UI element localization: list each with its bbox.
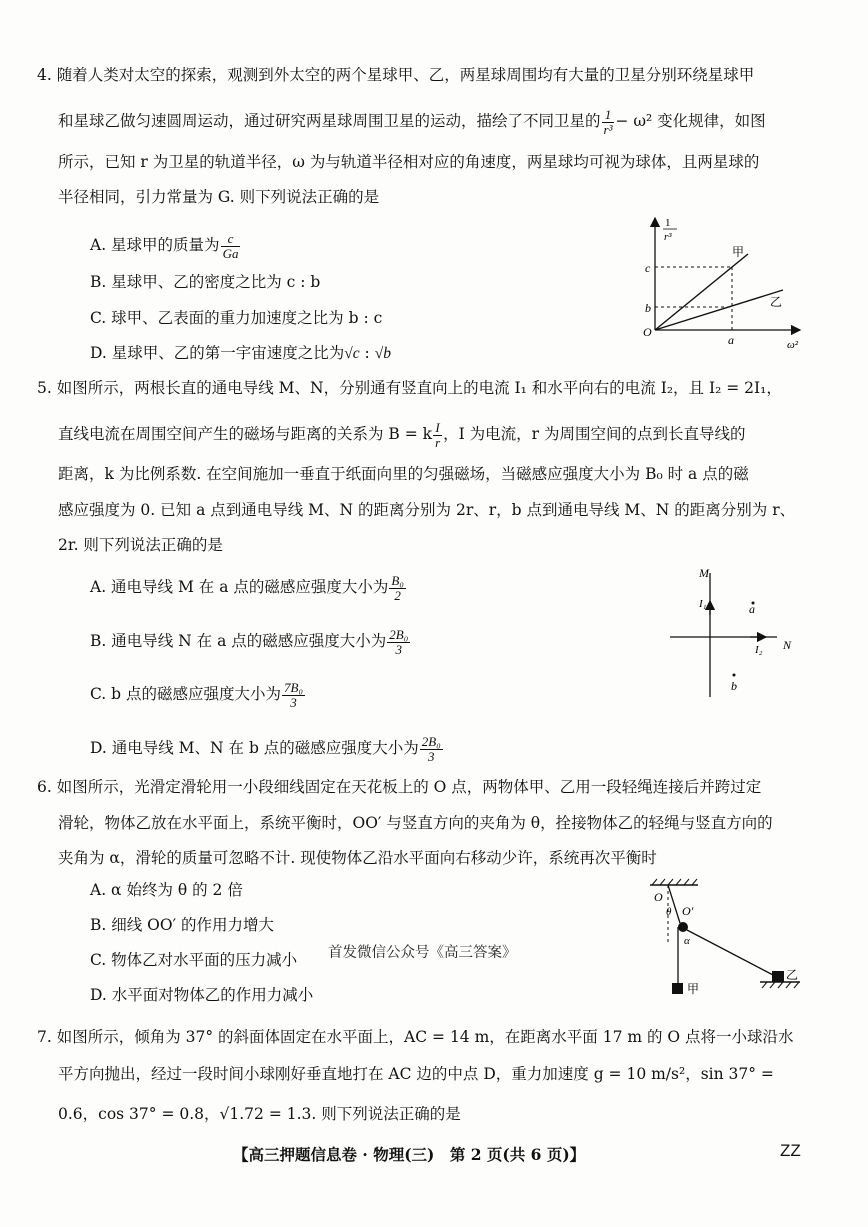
q5-option-c-text: C. b 点的磁感应强度大小为	[90, 685, 282, 704]
q5-line-3: 距离，k 为比例系数. 在空间施加一垂直于纸面向里的匀强磁场，当磁感应强度大小为 B₀ 时 a 点的磁	[58, 465, 749, 483]
page-footer: 【高三押题信息卷 · 物理(三) 第 2 页(共 6 页)】	[233, 1145, 586, 1164]
q5-fraction	[433, 421, 442, 449]
q6-option-b: B. 细线 OO′ 的作用力增大	[90, 916, 275, 934]
q4-graph-y-label-den: r³	[664, 231, 672, 243]
q5-option-d-fraction	[420, 735, 443, 763]
q4-graph	[625, 210, 815, 360]
q5-option-c-den: 3	[290, 694, 297, 710]
q4-option-a-den: Ga	[222, 245, 239, 261]
page-code: ZZ	[780, 1141, 801, 1160]
q5-line-4: 感应强度为 0. 已知 a 点到通电导线 M、N 的距离分别为 2r、r，b 点到通电导线 M、N 的距离分别为 r、	[58, 501, 796, 519]
q5-fraction-num: I	[433, 421, 442, 436]
q5-option-a-text: A. 通电导线 M 在 a 点的磁感应强度大小为	[90, 578, 389, 597]
q5-label-b: b	[731, 679, 737, 693]
q4-graph-x-label: ω²	[787, 339, 799, 351]
q5-label-m: M	[699, 566, 709, 580]
watermark: 首发微信公众号《高三答案》	[328, 945, 517, 961]
q5-line-1: 5. 如图所示，两根长直的通电导线 M、N，分别通有竖直向上的电流 I₁ 和水平向右的电流 I₂，且 I₂ = 2I₁，	[37, 379, 782, 397]
q6-option-d: D. 水平面对物体乙的作用力减小	[90, 986, 314, 1004]
q5-label-n: N	[783, 638, 792, 652]
q7-line-3: 0.6，cos 37° = 0.8，√1.72 = 1.3. 则下列说法正确的是	[58, 1105, 461, 1123]
q4-line-2-b: − ω² 变化规律，如图	[615, 112, 766, 131]
q4-option-d-sep: :	[359, 344, 375, 362]
q5-point-b	[733, 674, 736, 677]
q4-graph-label-yi: 乙	[770, 295, 783, 309]
q6-rope-yi	[687, 930, 775, 976]
q4-option-a-text: A. 星球甲的质量为	[90, 236, 220, 255]
q6-figure	[640, 875, 810, 1005]
q5-figure	[665, 565, 805, 705]
q4-graph-line-yi	[655, 290, 783, 330]
q5-option-b-num: 2B₀	[389, 627, 409, 642]
q5-option-d	[90, 735, 444, 763]
q6-ground-hatch	[762, 982, 799, 988]
q6-label-o: O	[654, 890, 663, 904]
q6-label-o-prime: O′	[682, 904, 694, 918]
q4-graph-label-jia: 甲	[732, 245, 745, 259]
q6-line-1: 6. 如图所示，光滑定滑轮用一小段细线固定在天花板上的 O 点，两物体甲、乙用一段轻绳连接后并跨过定	[37, 778, 762, 796]
q5-line-2-a: 直线电流在周围空间产生的磁场与距离的关系为 B = k	[58, 425, 433, 444]
q5-option-c-fraction	[282, 681, 305, 709]
q5-option-b-fraction	[387, 628, 410, 656]
q4-option-b: B. 星球甲、乙的密度之比为 c : b	[90, 273, 321, 291]
q5-option-a	[90, 574, 407, 602]
q6-option-c: C. 物体乙对水平面的压力减小	[90, 951, 298, 969]
q4-line-3: 所示，已知 r 为卫星的轨道半径，ω 为与轨道半径相对应的角速度，两星球均可视为球体，且两星球的	[58, 153, 760, 171]
q6-ceiling-hatch	[652, 879, 697, 885]
q4-line-1: 4. 随着人类对太空的探索，观测到外太空的两个星球甲、乙，两星球周围均有大量的卫星分别环绕星球甲	[37, 66, 755, 84]
q5-fraction-den: r	[435, 434, 441, 450]
q4-graph-tick-a: a	[728, 333, 734, 347]
q6-label-theta: θ	[666, 906, 672, 918]
q5-option-a-num: B₀	[391, 573, 404, 588]
q5-label-a: a	[749, 602, 755, 616]
q6-block-jia	[672, 983, 683, 994]
q5-label-i1: I₁	[699, 598, 707, 610]
q4-option-c: C. 球甲、乙表面的重力加速度之比为 b : c	[90, 309, 383, 327]
q4-option-d-text: D. 星球甲、乙的第一宇宙速度之比为	[90, 344, 345, 362]
q5-option-b	[90, 628, 411, 656]
q4-line-2	[58, 108, 766, 136]
q6-line-2: 滑轮，物体乙放在水平面上，系统平衡时，OO′ 与竖直方向的夹角为 θ，拴接物体乙的轻绳与竖直方向的	[58, 814, 773, 832]
q6-option-a: A. α 始终为 θ 的 2 倍	[90, 881, 243, 899]
q5-line-2	[58, 421, 746, 449]
q5-line-2-b: ，I 为电流，r 为周围空间的点到长直导线的	[443, 425, 746, 444]
q6-block-yi	[772, 971, 784, 982]
q4-option-d	[90, 346, 391, 362]
q4-fraction-num: 1	[602, 108, 615, 123]
q4-graph-line-jia	[655, 254, 748, 330]
q6-line-3: 夹角为 α，滑轮的质量可忽略不计. 现使物体乙沿水平面向右移动少许，系统再次平衡时	[58, 849, 657, 867]
q5-option-b-den: 3	[395, 641, 402, 657]
q5-option-a-fraction	[389, 574, 405, 602]
q5-option-c	[90, 681, 306, 709]
q4-graph-y-label-num: 1	[665, 217, 671, 229]
q4-option-d-sqrt-c: √c	[344, 345, 360, 362]
q5-option-c-num: 7B₀	[284, 680, 303, 695]
q4-line-4: 半径相同，引力常量为 G. 则下列说法正确的是	[58, 188, 380, 206]
q4-option-d-sqrt-b: √b	[374, 345, 391, 362]
q6-label-jia: 甲	[687, 982, 700, 996]
q5-option-d-text: D. 通电导线 M、N 在 b 点的磁感应强度大小为	[90, 739, 419, 758]
q4-graph-tick-c: c	[645, 261, 651, 275]
q4-option-a	[90, 232, 241, 260]
q5-label-i2: I₂	[755, 644, 763, 656]
q4-line-2-a: 和星球乙做匀速圆周运动，通过研究两星球周围卫星的运动，描绘了不同卫星的	[58, 112, 601, 131]
q7-line-2: 平方向抛出，经过一段时间小球刚好垂直地打在 AC 边的中点 D，重力加速度 g = 10 m/s²，sin 37° =	[58, 1065, 774, 1083]
q4-option-a-num: c	[221, 232, 241, 247]
q6-pulley	[678, 922, 688, 932]
q4-graph-origin: O	[643, 325, 652, 339]
q4-fraction-den: r³	[603, 121, 613, 137]
q5-option-b-text: B. 通电导线 N 在 a 点的磁感应强度大小为	[90, 632, 387, 651]
q5-line-5: 2r. 则下列说法正确的是	[58, 536, 223, 554]
q5-option-d-num: 2B₀	[421, 734, 441, 749]
q5-option-d-den: 3	[428, 748, 435, 764]
q4-option-a-fraction	[221, 232, 241, 260]
q5-option-a-den: 2	[394, 587, 401, 603]
q6-label-yi: 乙	[786, 968, 799, 982]
q7-line-1: 7. 如图所示，倾角为 37° 的斜面体固定在水平面上，AC = 14 m，在距离水平面 17 m 的 O 点将一小球沿水	[37, 1028, 794, 1046]
q6-label-alpha: α	[684, 935, 690, 947]
q4-graph-tick-b: b	[645, 301, 651, 315]
q4-fraction	[602, 108, 615, 136]
